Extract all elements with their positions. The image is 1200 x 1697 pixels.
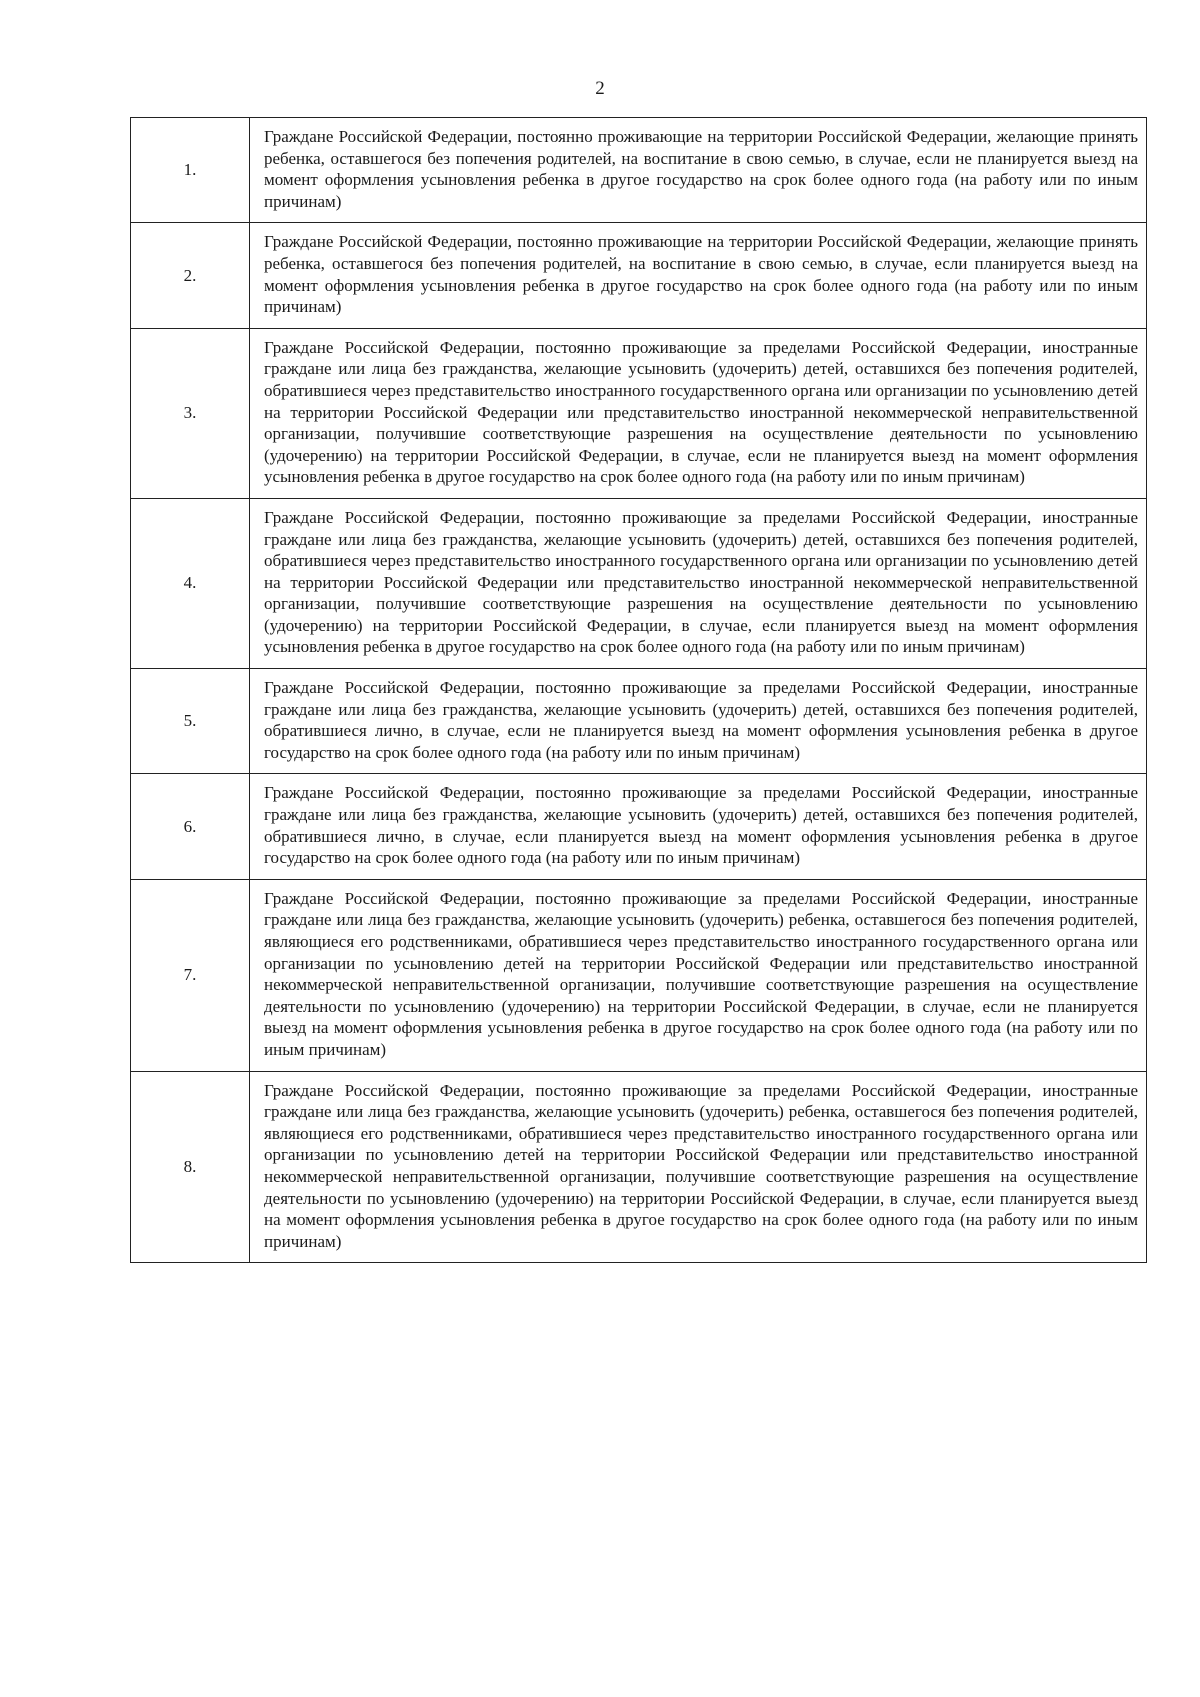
row-number: 6. [131,774,250,879]
row-text: Граждане Российской Федерации, постоянно проживающие за пределами Российской Федерации, иностранные граждане или лица без гражданства, желающие усыновить (удочерить) детей, оставшихся без попечения родителей, обратившиеся лично, в случае, если не планируется выезд на момент оформления усыновления ребенка в другое государство на срок более одного года (на работу или по иным причинам) [250,669,1147,774]
row-number: 8. [131,1071,250,1263]
table-row [131,118,1147,223]
categories-table [130,117,1147,1263]
table-row [131,1071,1147,1263]
table-row [131,774,1147,879]
row-text: Граждане Российской Федерации, постоянно проживающие на территории Российской Федерации, желающие принять ребенка, оставшегося без попечения родителей, на воспитание в свою семью, в случае, если не планируется выезд на момент оформления усыновления ребенка в другое государство на срок более одного года (на работу или по иным причинам) [250,118,1147,223]
page-number: 2 [595,78,605,99]
row-number: 4. [131,498,250,668]
table-row [131,498,1147,668]
row-text: Граждане Российской Федерации, постоянно проживающие за пределами Российской Федерации, иностранные граждане или лица без гражданства, желающие усыновить (удочерить) детей, оставшихся без попечения родителей, обратившиеся лично, в случае, если планируется выезд на момент оформления усыновления ребенка в другое государство на срок более одного года (на работу или по иным причинам) [250,774,1147,879]
row-number: 7. [131,879,250,1071]
row-number: 3. [131,328,250,498]
row-number: 1. [131,118,250,223]
row-text: Граждане Российской Федерации, постоянно проживающие на территории Российской Федерации, желающие принять ребенка, оставшегося без попечения родителей, на воспитание в свою семью, в случае, если планируется выезд на момент оформления усыновления ребенка в другое государство на срок более одного года (на работу или по иным причинам) [250,223,1147,328]
row-text: Граждане Российской Федерации, постоянно проживающие за пределами Российской Федерации, иностранные граждане или лица без гражданства, желающие усыновить (удочерить) ребенка, оставшегося без попечения родителей, являющиеся его родственниками, обратившиеся через представительство иностранного государственного органа или организации по усыновлению детей на территории Российской Федерации или представительство иностранной некоммерческой неправительственной организации, получившие соответствующие разрешения на осуществление деятельности по усыновлению (удочерению) на территории Российской Федерации, в случае, если планируется выезд на момент оформления усыновления ребенка в другое государство на срок более одного года (на работу или по иным причинам) [250,1071,1147,1263]
row-text: Граждане Российской Федерации, постоянно проживающие за пределами Российской Федерации, иностранные граждане или лица без гражданства, желающие усыновить (удочерить) ребенка, оставшегося без попечения родителей, являющиеся его родственниками, обратившиеся через представительство иностранного государственного органа или организации по усыновлению детей на территории Российской Федерации или представительство иностранной некоммерческой неправительственной организации, получившие соответствующие разрешения на осуществление деятельности по усыновлению (удочерению) на территории Российской Федерации, в случае, если не планируется выезд на момент оформления усыновления ребенка в другое государство на срок более одного года (на работу или по иным причинам) [250,879,1147,1071]
row-text: Граждане Российской Федерации, постоянно проживающие за пределами Российской Федерации, иностранные граждане или лица без гражданства, желающие усыновить (удочерить) детей, оставшихся без попечения родителей, обратившиеся через представительство иностранного государственного органа или организации по усыновлению детей на территории Российской Федерации или представительство иностранной некоммерческой неправительственной организации, получившие соответствующие разрешения на осуществление деятельности по усыновлению (удочерению) на территории Российской Федерации, в случае, если планируется выезд на момент оформления усыновления ребенка в другое государство на срок более одного года (на работу или по иным причинам) [250,498,1147,668]
table-row [131,223,1147,328]
row-text: Граждане Российской Федерации, постоянно проживающие за пределами Российской Федерации, иностранные граждане или лица без гражданства, желающие усыновить (удочерить) детей, оставшихся без попечения родителей, обратившиеся через представительство иностранного государственного органа или организации по усыновлению детей на территории Российской Федерации или представительство иностранной некоммерческой неправительственной организации, получившие соответствующие разрешения на осуществление деятельности по усыновлению (удочерению) на территории Российской Федерации, в случае, если не планируется выезд на момент оформления усыновления ребенка в другое государство на срок более одного года (на работу или по иным причинам) [250,328,1147,498]
table-row [131,669,1147,774]
table-row [131,879,1147,1071]
row-number: 5. [131,669,250,774]
table-row [131,328,1147,498]
row-number: 2. [131,223,250,328]
